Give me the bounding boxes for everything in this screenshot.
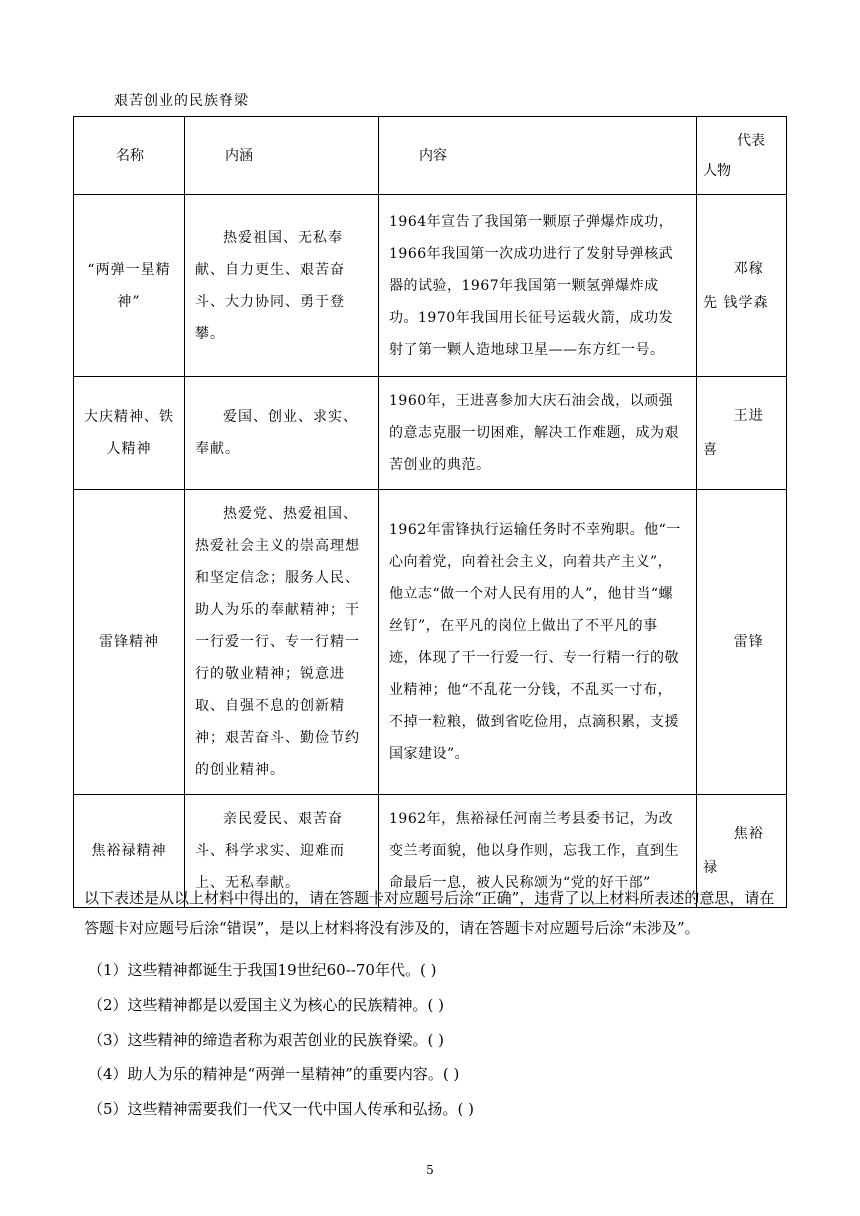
table-row [74,377,787,490]
row-name: 焦裕禄精神 [91,843,167,859]
row-name-cell [74,195,185,377]
row-meaning: 爱国、创业、求实、奉献。 [195,409,358,457]
row-content-cell [379,490,697,795]
question-item: （2）这些精神都是以爱国主义为核心的民族精神。( ) [88,996,445,1014]
row-rep-cell [697,377,787,490]
question-item: （5）这些精神需要我们一代又一代中国人传承和弘扬。( ) [88,1100,475,1118]
row-name-cell [74,490,185,795]
row-rep: 王进喜 [703,408,764,458]
question-item: （4）助人为乐的精神是“两弹一星精神”的重要内容。( ) [88,1065,460,1083]
row-rep-cell [697,490,787,795]
header-content: 内容 [419,147,447,164]
header-meaning: 内涵 [225,147,253,164]
question-item: （3）这些精神的缔造者称为艰苦创业的民族脊梁。( ) [88,1031,445,1049]
row-name: 大庆精神、铁人精神 [84,409,174,457]
row-content: 1960年，王进喜参加大庆石油会战，以顽强的意志克服一切困难，解决工作难题，成为艰苦创业的典范。 [389,393,679,473]
row-meaning: 热爱党、热爱祖国、热爱社会主义的崇高理想和坚定信念；服务人民、助人为乐的奉献精神；干一行爱一行、专一行精一行的敬业精神；锐意进取、自强不息的创新精神；艰苦奋斗、勤俭节约的创业精神。 [195,506,360,778]
question-item: （1）这些精神都诞生于我国19世纪60--70年代。( ) [88,961,437,979]
instruction-paragraph: 以下表述是从以上材料中得出的，请在答题卡对应题号后涂“正确”，违背了以上材料所表述的意思，请在答题卡对应题号后涂“错误”，是以上材料将没有涉及的，请在答题卡对应题号后涂“未涉及”。 [84,889,775,937]
table-header-row [74,117,787,195]
spirit-table [73,116,787,908]
row-content: 1962年，焦裕禄任河南兰考县委书记，为改变兰考面貌，他以身作则，忘我工作，直到生命最后一息，被人民称颂为“党的好干部” [389,811,679,891]
row-rep: 焦裕禄 [703,826,764,876]
row-meaning-cell [185,377,379,490]
table-caption: 艰苦创业的民族脊梁 [114,93,249,109]
header-meaning-cell [185,117,379,195]
row-name: 雷锋精神 [99,634,159,650]
header-rep-line1: 代表 [737,132,765,149]
row-content: 1964年宣告了我国第一颗原子弹爆炸成功，1966年我国第一次成功进行了发射导弹核武器的试验，1967年我国第一颗氢弹爆炸成功。1970年我国用长征号运载火箭，成功发射了第一颗人造地球卫星——东方红一号。 [389,213,674,358]
row-meaning: 亲民爱民、艰苦奋斗、科学求实、迎难而上、无私奉献。 [195,811,345,891]
header-rep-line2: 人物 [703,162,731,179]
row-meaning: 热爱祖国、无私奉献、自力更生、艰苦奋斗、大力协同、勇于登攀。 [195,229,345,342]
header-name-cell [74,117,185,195]
row-content-cell [379,195,697,377]
header-name: 名称 [116,147,144,164]
header-content-cell [379,117,697,195]
table-row [74,195,787,377]
row-meaning-cell [185,195,379,377]
table-row [74,490,787,795]
page-number: 5 [426,1163,434,1177]
row-content-cell [379,377,697,490]
row-content: 1962年雷锋执行运输任务时不幸殉职。他“一心向着党，向着社会主义，向着共产主义”，他立志“做一个对人民有用的人”，他甘当“螺丝钉”，在平凡的岗位上做出了不平凡的事迹，体现了干一行爱一行、专一行精一行的敬业精神；他“不乱花一分钱，不乱买一寸布，不掉一粒粮，做到省吃俭用，点滴积累，支援国家建设”。 [389,522,681,762]
row-rep-cell [697,195,787,377]
row-rep: 邓稼先 钱学森 [703,260,769,311]
header-rep-cell [697,117,787,195]
row-name: “两弹一星精神” [87,261,171,310]
row-meaning-cell [185,490,379,795]
row-name-cell [74,377,185,490]
row-rep: 雷锋 [733,634,764,650]
